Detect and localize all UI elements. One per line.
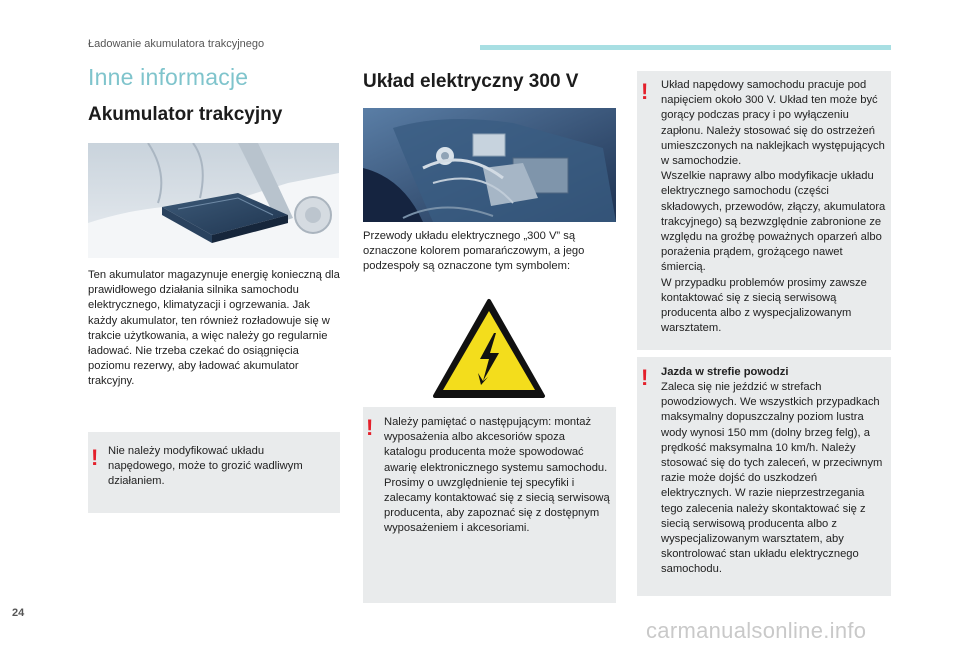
exclamation-icon: ! [641, 79, 649, 104]
warning-box-accessories [363, 407, 616, 603]
warning-title: Jazda w strefie powodzi [661, 366, 789, 378]
battery-illustration [88, 143, 339, 258]
warning-text: Zaleca się nie jeździć w strefach powodziowych. We wszystkich przypadkach maksymalny dopuszczalny poziom lustra wody wynosi 150 mm (dolny brzeg felg), a prędkość maksymalna 10 km/h. Należy stosować się do tych zaleceń, w przeciwnym razie może dojść do uszkodzeń elektrycznych. W razie nieprzestrzegania tego zalecenia należy skontaktować się z siecią serwisową producenta albo z wyspecjalizowanym warsztatem, aby skontrolować stan układu elektrycznego samochodu. [661, 381, 883, 576]
chapter-header: Ładowanie akumulatora trakcyjnego [88, 38, 265, 50]
page-number: 24 [12, 607, 25, 619]
warning-text: Układ napędowy samochodu pracuje pod napięciem około 300 V. Układ ten może być gorący podczas pracy i po wyłączeniu zapłonu. Należy stosować się do ostrzeżeń umieszczonych na naklejkach występujących w samochodzie. Wszelkie naprawy albo modyfikacje układu elektrycznego samochodu (części składowych, przewodów, złączy, akumulatora trakcyjnego) są bezwzględnie zabronione ze względu na groźbę poważnych oparzeń albo porażenia prądem, grożącego nawet śmiercią. W przypadku problemów prosimy zawsze kontaktować się z siecią serwisową producenta albo z wyspecjalizowanym warsztatem. [661, 79, 886, 335]
exclamation-icon: ! [641, 365, 649, 390]
warning-text: Należy pamiętać o następującym: montaż wyposażenia albo akcesoriów spoza katalogu producenta może spowodować awarię elektronicznego systemu samochodu. Prosimy o uwzględnienie tej specyfiki i zalecamy kontaktować się z siecią serwisową producenta, aby zapoznać się z dostępnym wyposażeniem i akcesoriami. [384, 416, 610, 535]
warning-box-modification [88, 432, 340, 513]
exclamation-icon: ! [91, 445, 99, 470]
warning-text: Nie należy modyfikować układu napędowego, może to grozić wadliwym działaniem. [108, 445, 303, 488]
watermark: carmanualsonline.info [646, 618, 867, 643]
heading-traction-battery: Akumulator trakcyjny [88, 104, 283, 125]
section-title: Inne informacje [88, 64, 249, 90]
300v-description: Przewody układu elektrycznego „300 V” są oznaczone kolorem pomarańczowym, a jego podzespoły są oznaczone tym symbolem: [363, 230, 585, 273]
exclamation-icon: ! [366, 415, 374, 440]
warning-box-300v [637, 71, 891, 350]
engine-bay-illustration [363, 108, 616, 222]
traction-battery-description: Ten akumulator magazynuje energię konieczną dla prawidłowego działania silnika samochodu elektrycznego, klimatyzacji i ogrzewania. Jak każdy akumulator, ten również rozładowuje się w trakcie użytkowania, a więc należy go regularnie ładować. Nie trzeba czekać do osiągnięcia poziomu rezerwy, aby ładować akumulator trakcyjny. [88, 269, 340, 388]
header-bar [480, 45, 891, 50]
heading-300v-system: Układ elektryczny 300 V [363, 71, 579, 92]
high-voltage-triangle-icon [431, 297, 547, 400]
warning-box-flood [637, 357, 891, 596]
